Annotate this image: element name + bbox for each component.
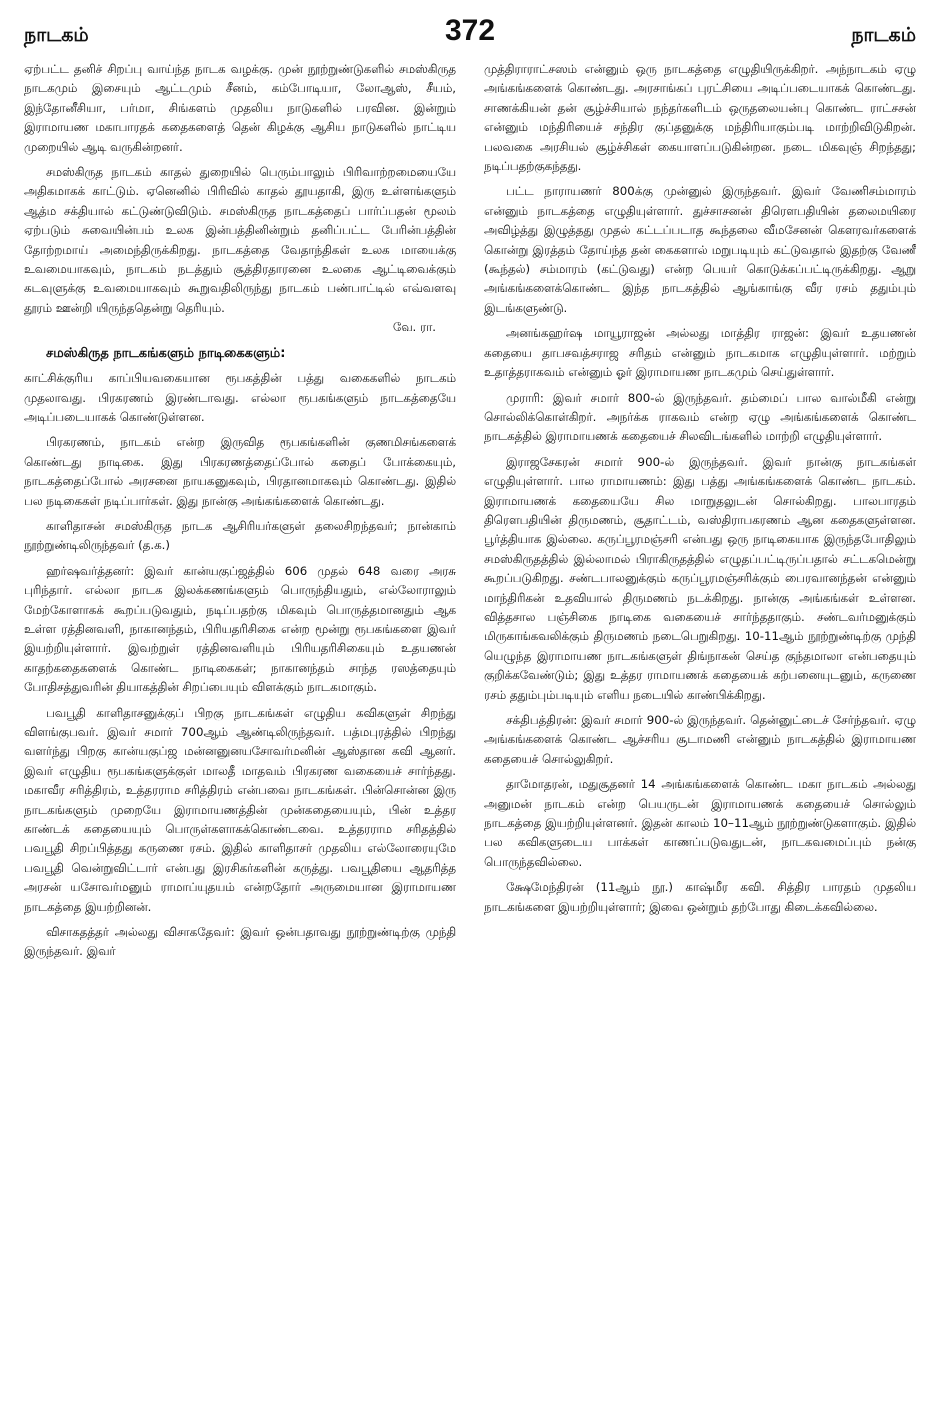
page-number: 372 xyxy=(444,14,496,47)
paragraph: ஏற்பட்ட தனிச் சிறப்பு வாய்ந்த நாடக வழக்கு. முன் நூற்றுண்டுகளில் சமஸ்கிருத நாடகமும் இசையும் ஆட்டமும் சீனம், கம்போடியா, லோஆஸ், சீயம், இந்தோனீசியா, பர்மா, சிங்களம் முதலிய நாடுகளில் பரவின. இன்றும் இராமாயண மகாபாரதக் கதைகளைத் தென் கிழக்கு ஆசிய நாடுகளில் நாட்டிய முறையில் ஆடி வருகின்றனர். xyxy=(24,62,456,154)
paragraph: க்ஷேமேந்திரன் (11ஆம் நூ.) காஷ்மீர கவி. சித்திர பாரதம் முதலிய நாடகங்களை இயற்றியுள்ளார்; இவை ஒன்றும் தற்போது கிடைக்கவில்லை. xyxy=(484,880,916,914)
author-signature xyxy=(24,318,456,337)
section-heading: சமஸ்கிருத நாடகங்களும் நாடிகைகளும்: xyxy=(46,345,286,361)
paragraph: காட்சிக்குரிய காப்பியவகையான ரூபகத்தின் பத்து வகைகளில் நாடகம் முதலாவது. பிரகரணம் இரண்டாவது. எல்லா ரூபகங்களும் நாடகத்தையே அடிப்படையாகக் கொண்டுள்ளன. xyxy=(24,371,456,424)
paragraph: சமஸ்கிருத நாடகம் காதல் துறையில் பெரும்பாலும் பிரிவாற்றமையையே அதிகமாகக் காட்டும். ஏனெனில் பிரிவில் காதல் தூயதாகி, இரு உள்ளங்களும் ஆத்ம சக்தியால் கட்டுண்டுவிடும். சமஸ்கிருத நாடகத்தைப் பார்ப்பதன் மூலம் ஏற்படும் சுவையின்பம் உலக இன்பத்தினின்றும் தனிப்பட்ட பேரின்பத்தின் தோற்றமாய் அமைந்திருக்கிறது. நாடகத்தை வேதாந்திகள் உலக மாயைக்கு உவமையாகவும், நாடகம் நடத்தும் சூத்திரதாரனை உலகை ஆட்டிவைக்கும் கடவுளுக்கு உவமையாகவும் கூறுவதிலிருந்து நாடகம் பண்பாட்டில் எவ்வளவு தூரம் ஊன்றி யிருந்ததென்று தெரியும். xyxy=(24,165,456,315)
section-paragraph xyxy=(24,344,456,363)
page-header xyxy=(24,14,916,54)
paragraph: பட்ட நாராயணர் 800க்கு முன்னுல் இருந்தவர். இவர் வேணிசம்மாரம் என்னும் நாடகத்தை எழுதியுள்ளார். துச்சாசனன் திரௌபதியின் தலைமயிரை அவிழ்த்து இழுத்தது முதல் கட்டப்படாத கூந்தலை வீமசேனன் கௌரவர்களைக் கொன்று இரத்தம் தோய்ந்த தன் கைகளால் மறுபடியும் கட்டுவதால் இதற்கு வேணீ (கூந்தல்) சம்மாரம் (கட்டுவது) என்ற பெயர் கொடுக்கப்பட்டிருக்கிறது. ஆறு அங்கங்களைக்கொண்ட இந்த நாடகத்தில் ஆங்காங்கு வீர ரசம் ததும்பும் இடங்களுண்டு. xyxy=(484,184,916,315)
signature-text: வே. ரா. xyxy=(392,320,436,335)
paragraph: முத்திராராட்சஸம் என்னும் ஒரு நாடகத்தை எழுதியிருக்கிறர். அந்நாடகம் ஏழு அங்கங்களைக் கொண்டது. அரசாங்கப் புரட்சியை அடிப்படையாகக் கொண்டது. சாணக்கியன் தன் சூழ்ச்சியால் நந்தர்களிடம் ஒருதலையன்பு கொண்ட ராட்சசன் என்னும் மந்திரியைச் சந்திர குப்தனுக்கு மந்திரியாகும்படி மாற்றிவிடுகிறன். பலவகை அரசியல் சூழ்ச்சிகள் கையாளப்படுகின்றன. நடை மிகவுஞ் சிறந்தது; நடிப்பதற்குகந்தது. xyxy=(484,62,916,174)
paragraph: காளிதாசன் சமஸ்கிருத நாடக ஆசிரியர்களுள் தலைசிறந்தவர்; நான்காம் நூற்றுண்டிலிருந்தவர் (த.க.) xyxy=(24,518,456,553)
running-head-left: நாடகம் xyxy=(24,24,89,46)
paragraph: விசாகதத்தர் அல்லது விசாகதேவர்: இவர் ஒன்பதாவது நூற்றுண்டிற்கு முந்தி இருந்தவர். இவர் xyxy=(24,925,456,959)
paragraph: முராரி: இவர் சமார் 800-ல் இருந்தவர். தம்மைப் பால வால்மீகி என்று சொல்லிக்கொள்கிறர். அநர்க்க ராகவம் என்ற ஏழு அங்கங்களைக் கொண்ட நாடகத்தில் இராமாயணக் கதையைச் சிலவிடங்களில் மாற்றி எழுதியுள்ளார். xyxy=(484,390,916,444)
paragraph: ஹர்ஷவர்த்தனர்: இவர் கான்யகுப்ஜத்தில் 606 முதல் 648 வரை அரசு புரிந்தார். எல்லா நாடக இலக்கணங்களும் பொருந்தியதும், எல்லோராலும் மேற்கோளாகக் கூறப்படுவதும், நடிப்பதற்கு மிகவும் பொருத்தமானதும் ஆக உள்ள ரத்தினவளி, நாகானந்தம், பிரியதரிசிகை என்ற மூன்று ரூபகங்களை இவர் இயற்றியுள்ளார். இவற்றுள் ரத்தினவளியும் பிரியதரிசிகையும் உதயணன் காதற்கதைகளைக் கொண்ட நாடிகைகள்; நாகானந்தம் சாந்த ரஸத்தையும் போதிசத்துவரின் தியாகத்தின் சிறப்பையும் விளக்கும் நாடகமாகும். xyxy=(24,563,456,695)
right-column xyxy=(484,60,916,1412)
paragraph: அனங்கஹர்ஷ மாயூராஜன் அல்லது மாத்திர ராஜன்: இவர் உதயணன் கதையை தாபசவத்சராஜ சரிதம் என்னும் நாடகமாக எழுதியுள்ளார். மற்றும் உதாத்தராகவம் என்னும் ஓர் இராமாயண நாடகமும் செய்துள்ளார். xyxy=(484,326,916,380)
left-column xyxy=(24,60,456,1412)
paragraph: இராஜசேகரன் சமார் 900-ல் இருந்தவர். இவர் நான்கு நாடகங்கள் எழுதியுள்ளார். பால ராமாயணம்: இது பத்து அங்கங்களைக் கொண்ட நாடகம். இராமாயணக் கதையையே சில மாறுதலுடன் சொல்கிறது. பாலபாரதம் திரௌபதியின் திருமணம், சூதாட்டம், வஸ்திராபகரணம் ஆன கதைகளுள்ளன. பூர்த்தியாக இல்லை. கருப்பூரமஞ்சரி என்பது ஒரு நாடிகையாக இருந்தபோதிலும் சமஸ்கிருதத்தில் இல்லாமல் பிராகிருதத்தில் எழுதப்பட்டிருப்பதால் சட்டகமென்று கூறப்படுகிறது. சண்டபாலனுக்கும் கருப்பூரமஞ்சரிக்கும் பைரவானந்தன் என்னும் மாந்திரிகன் உதவியால் திருமணம் நடக்கிறது. நான்கு அங்கங்கள் உள்ளன. வித்தசால பஞ்சிகை நாடிகை வகையைச் சார்ந்ததாகும். சண்டவர்மனுக்கும் மிருகாங்கவலிக்கும் திருமணம் நடைபெறுகிறது. 10-11ஆம் நூற்றுண்டிற்கு முந்தி யெழுந்த இராமாயண நாடகங்களுள் திங்நாகன் செய்த குந்தமாலா என்பதையும் குறிக்கவேண்டும்; இது உத்தர ராமாயணக் கதையைக் கற்பனையுடனும், கருணை ரசம் ததும்பும்படியும் எளிய நடையில் காண்பிக்கிறது. xyxy=(484,454,916,702)
paragraph: தாமோதரன், மதுசூதனர் 14 அங்கங்களைக் கொண்ட மகா நாடகம் அல்லது அனுமன் நாடகம் என்ற பெயருடன் இராமாயணக் கதையைச் சொல்லும் நாடகத்தை இயற்றியுள்ளனர். இதன் காலம் 10–11ஆம் நூற்றுண்டுகளாகும். இதில் பல கவிகளுடைய பாக்கள் காணப்படுவதுடன், நாடகவமைப்பும் நன்கு பொருந்தவில்லை. xyxy=(484,777,916,869)
paragraph: பவபூதி காளிதாசனுக்குப் பிறகு நாடகங்கள் எழுதிய கவிகளுள் சிறந்து விளங்குபவர். இவர் சமார் 700ஆம் ஆண்டிலிருந்தவர். பத்மபுரத்தில் பிறந்து வளர்ந்து பிறகு கான்யகுப்ஜ மன்னனுனயசோவர்மனின் ஆஸ்தான கவி ஆனர். இவர் எழுதிய ரூபகங்களுக்குள் மாலதீ மாதவம் பிரகரண வகையைச் சார்ந்தது. மகாவீர சரித்திரம், உத்தரராம சரித்திரம் என்பவை நாடகங்கள். பின்சொன்ன இரு நாடகங்களும் முறையே இராமாயணத்தின் முன்கதையையும், பின் உத்தர காண்டக் கதையையும் பொருள்களாகக்கொண்டவை. உத்தரராம சரிதத்தில் பவபூதி சிறப்பித்தது கருணை ரசம். இதில் காளிதாசர் முதலிய எல்லோரையுமே பவபூதி வென்றுவிட்டார் என்பது இரசிகர்களின் கருத்து. பவபூதியை ஆதரித்த அரசன் யசோவர்மனும் ராமாப்யுதயம் என்றதோர் அருமையான இராமாயண நாடகத்தை இயற்றினன். xyxy=(24,705,456,914)
running-head-right: நாடகம் xyxy=(851,24,916,46)
paragraph: சக்திபத்திரன்: இவர் சமார் 900-ல் இருந்தவர். தென்னுட்டைச் சேர்ந்தவர். ஏழு அங்கங்களைக் கொண்ட ஆச்சரிய சூடாமணி என்னும் நாடகத்தில் இராமாயண கதையைச் சொல்லுகிறர். xyxy=(484,713,916,766)
paragraph: பிரகரணம், நாடகம் என்ற இருவித ரூபகங்களின் குணமிசங்களைக் கொண்டது நாடிகை. இது பிரகரணத்தைப்போல் கதைப் போக்கையும், நாடகத்தைப்போல் அரசனை நாயகனுகவும், பிரதானமாகவும் கொண்டது. இதில் பல நடிகைகள் நடிப்பார்கள். இது நான்கு அங்கங்களைக் கொண்டது. xyxy=(24,435,456,508)
